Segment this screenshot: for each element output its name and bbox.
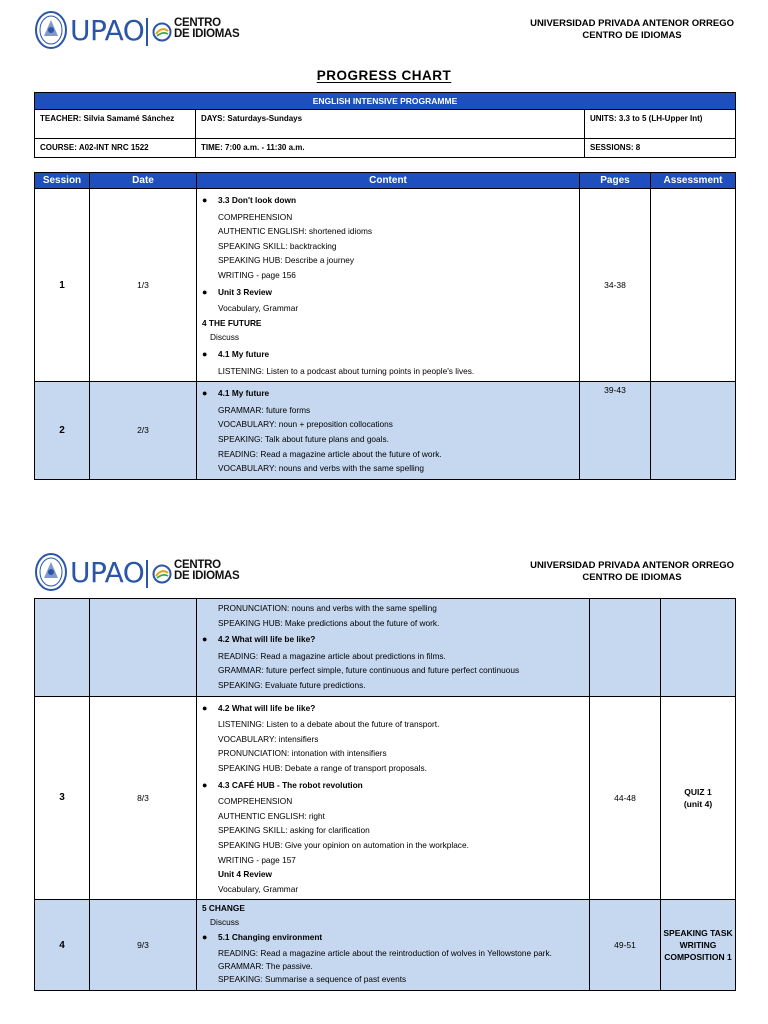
content-heading: ● 3.3 Don't look down — [202, 193, 574, 208]
content-line: LISTENING: Listen to a podcast about turning points in people's lives. — [218, 365, 475, 376]
col-pages: Pages — [580, 173, 651, 189]
time-cell: TIME: 7:00 a.m. - 11:30 a.m. — [196, 139, 585, 158]
assessment-line: COMPOSITION 1 — [664, 952, 732, 962]
assessment-line: SPEAKING TASK — [663, 928, 733, 938]
content-line: SPEAKING HUB: Describe a journey — [218, 255, 355, 266]
centro-idiomas-text — [174, 560, 239, 582]
content-line: GRAMMAR: The passive. — [218, 960, 313, 971]
table-row — [35, 696, 736, 900]
programme-name: ENGLISH INTENSIVE PROGRAMME — [35, 93, 736, 110]
content-line: SPEAKING SKILL: asking for clarification — [218, 825, 370, 836]
page-title — [0, 68, 768, 83]
assessment-line: QUIZ 1 — [684, 786, 712, 797]
content-line: 4 THE FUTURE — [202, 317, 262, 328]
content-line: SPEAKING: Summarise a sequence of past events — [218, 974, 407, 985]
content-line: Unit 4 Review — [218, 869, 272, 880]
content-line: Vocabulary, Grammar — [218, 303, 299, 314]
logo-idiomas: DE IDIOMAS — [174, 570, 240, 582]
col-session: Session — [35, 173, 90, 189]
content-heading: ● 4.1 My future — [202, 347, 574, 362]
units-cell: UNITS: 3.3 to 5 (LH-Upper Int) — [585, 110, 736, 139]
course-info-table — [34, 92, 736, 158]
brand-text: UPAO — [70, 556, 145, 589]
course-cell: COURSE: A02-INT NRC 1522 — [35, 139, 196, 158]
university-line2: CENTRO DE IDIOMAS — [582, 572, 682, 583]
university-line2: CENTRO DE IDIOMAS — [582, 30, 682, 41]
session-assessment — [661, 599, 736, 697]
content-line: PRONUNCIATION: intonation with intensifiers — [218, 748, 387, 759]
page1-header — [0, 0, 768, 50]
session-date: 1/3 — [90, 189, 197, 382]
logo-centro: CENTRO — [174, 559, 221, 571]
content-line: SPEAKING SKILL: backtracking — [218, 240, 337, 251]
content-line: 5 CHANGE — [202, 903, 245, 914]
content-heading: ● Unit 3 Review — [202, 285, 574, 300]
table-row — [35, 382, 736, 480]
content-line: VOCABULARY: intensifiers — [218, 733, 319, 744]
logo-idiomas: DE IDIOMAS — [174, 28, 240, 40]
session-pages: 34-38 — [580, 189, 651, 382]
university-name — [530, 560, 734, 584]
assessment-line: WRITING — [679, 940, 717, 950]
content-line: READING: Read a magazine article about the reintroduction of wolves in Yellowstone park. — [218, 947, 552, 958]
session-assessment — [661, 900, 736, 990]
assessment-line: (unit 4) — [683, 798, 713, 809]
session-number — [35, 599, 90, 697]
content-line: SPEAKING HUB: Debate a range of transport proposals. — [218, 762, 427, 773]
session-date: 9/3 — [90, 900, 197, 990]
content-line: LISTENING: Listen to a debate about the future of transport. — [218, 719, 440, 730]
content-line: COMPREHENSION — [218, 211, 293, 222]
session-content — [197, 696, 590, 900]
content-heading: ● 5.1 Changing environment — [202, 931, 584, 944]
content-line: VOCABULARY: noun + preposition collocations — [218, 419, 393, 430]
teacher-cell: TEACHER: Silvia Samamé Sánchez — [35, 110, 196, 139]
session-content — [197, 189, 580, 382]
content-line: Vocabulary, Grammar — [218, 883, 299, 894]
content-line: WRITING - page 157 — [218, 854, 296, 865]
session-date: 2/3 — [90, 382, 197, 480]
session-number: 4 — [35, 900, 90, 990]
content-heading: ● 4.2 What will life be like? — [202, 632, 584, 647]
university-line1: UNIVERSIDAD PRIVADA ANTENOR ORREGO — [530, 560, 734, 571]
col-date: Date — [90, 173, 197, 189]
centro-idiomas-text — [174, 18, 239, 40]
session-assessment — [651, 382, 736, 480]
idiomas-swirl-icon — [152, 22, 172, 42]
session-number: 3 — [35, 696, 90, 900]
content-line: AUTHENTIC ENGLISH: right — [218, 810, 325, 821]
upao-logo — [34, 10, 249, 54]
session-pages: 49-51 — [590, 900, 661, 990]
table-row — [35, 189, 736, 382]
logo-divider — [146, 560, 148, 588]
session-content — [197, 382, 580, 480]
session-pages: 44-48 — [590, 696, 661, 900]
content-line: SPEAKING: Talk about future plans and goals. — [218, 433, 389, 444]
content-line: Discuss — [210, 916, 240, 927]
page-title-text: PROGRESS CHART — [316, 68, 452, 83]
upao-logo — [34, 552, 249, 596]
session-date: 8/3 — [90, 696, 197, 900]
content-heading: ● 4.1 My future — [202, 386, 574, 401]
content-line: COMPREHENSION — [218, 796, 293, 807]
table-row — [35, 900, 736, 990]
university-line1: UNIVERSIDAD PRIVADA ANTENOR ORREGO — [530, 18, 734, 29]
content-line: READING: Read a magazine article about predictions in films. — [218, 650, 446, 661]
session-assessment — [661, 696, 736, 900]
schedule-table-page1 — [34, 172, 736, 480]
col-content: Content — [197, 173, 580, 189]
content-line: PRONUNCIATION: nouns and verbs with the same spelling — [218, 603, 437, 613]
content-line: VOCABULARY: nouns and verbs with the same spelling — [218, 463, 424, 474]
university-name — [530, 18, 734, 42]
session-assessment — [651, 189, 736, 382]
idiomas-swirl-icon — [152, 564, 172, 584]
days-cell: DAYS: Saturdays-Sundays — [196, 110, 585, 139]
session-number: 2 — [35, 382, 90, 480]
col-assessment: Assessment — [651, 173, 736, 189]
session-pages: 39-43 — [580, 382, 651, 480]
content-line: WRITING - page 156 — [218, 269, 296, 280]
logo-centro: CENTRO — [174, 17, 221, 29]
session-content — [197, 900, 590, 990]
university-seal-icon — [34, 552, 68, 592]
content-line: SPEAKING: Evaluate future predictions. — [218, 679, 366, 690]
page2-header — [0, 542, 768, 592]
content-line: READING: Read a magazine article about the future of work. — [218, 448, 442, 459]
content-line: GRAMMAR: future perfect simple, future continuous and future perfect continuous — [218, 665, 520, 676]
session-pages — [590, 599, 661, 697]
content-heading: ● 4.2 What will life be like? — [202, 701, 584, 716]
schedule-table-page2 — [34, 598, 736, 991]
content-line: SPEAKING HUB: Make predictions about the future of work. — [218, 617, 440, 628]
session-content — [197, 599, 590, 697]
content-line: AUTHENTIC ENGLISH: shortened idioms — [218, 226, 372, 237]
logo-divider — [146, 18, 148, 46]
session-date — [90, 599, 197, 697]
content-line: Discuss — [210, 332, 240, 343]
brand-text: UPAO — [70, 14, 145, 47]
content-line: SPEAKING HUB: Give your opinion on automation in the workplace. — [218, 839, 469, 850]
sessions-cell: SESSIONS: 8 — [585, 139, 736, 158]
content-heading: ● 4.3 CAFÉ HUB - The robot revolution — [202, 778, 584, 793]
table-row — [35, 599, 736, 697]
session-number: 1 — [35, 189, 90, 382]
university-seal-icon — [34, 10, 68, 50]
content-line: GRAMMAR: future forms — [218, 404, 311, 415]
